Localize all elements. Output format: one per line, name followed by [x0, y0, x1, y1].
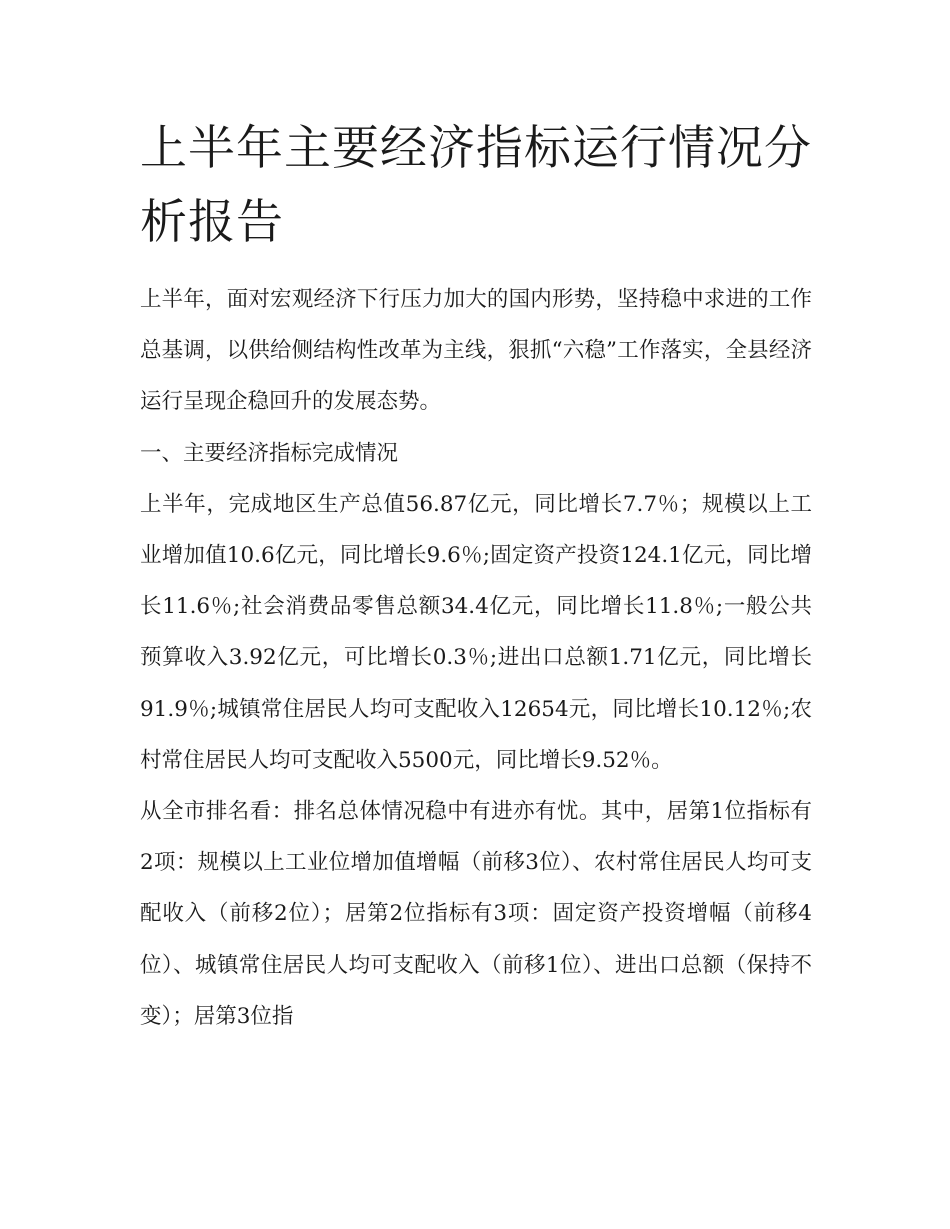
document-body — [140, 274, 812, 1042]
intro-paragraph: 上半年，面对宏观经济下行压力加大的国内形势，坚持稳中求进的工作总基调，以供给侧结构性改革为主线，狠抓“六稳”工作落实，全县经济运行呈现企稳回升的发展态势。 — [140, 287, 812, 415]
indicators-paragraph: 上半年，完成地区生产总值56.87亿元，同比增长7.7％；规模以上工业增加值10.6亿元，同比增长9.6％;固定资产投资124.1亿元，同比增长11.6％;社会消费品零售总额34.4亿元，同比增长11.8％;一般公共预算收入3.92亿元，可比增长0.3％;进出口总额1.71亿元，同比增长91.9％;城镇常住居民人均可支配收入12654元，同比增长10.12％;农村常住居民人均可支配收入5500元，同比增长9.52％。 — [140, 491, 812, 773]
document-title: 上半年主要经济指标运行情况分析报告 — [140, 121, 812, 250]
section-heading: 一、主要经济指标完成情况 — [140, 440, 399, 466]
document-page — [140, 112, 812, 1042]
ranking-paragraph: 从全市排名看：排名总体情况稳中有进亦有忧。其中，居第1位指标有2项：规模以上工业位增加值增幅（前移3位）、农村常住居民人均可支配收入（前移2位）；居第2位指标有3项：固定资产投资增幅（前移4位）、城镇常住居民人均可支配收入（前移1位）、进出口总额（保持不变）；居第3位指 — [140, 799, 812, 1029]
